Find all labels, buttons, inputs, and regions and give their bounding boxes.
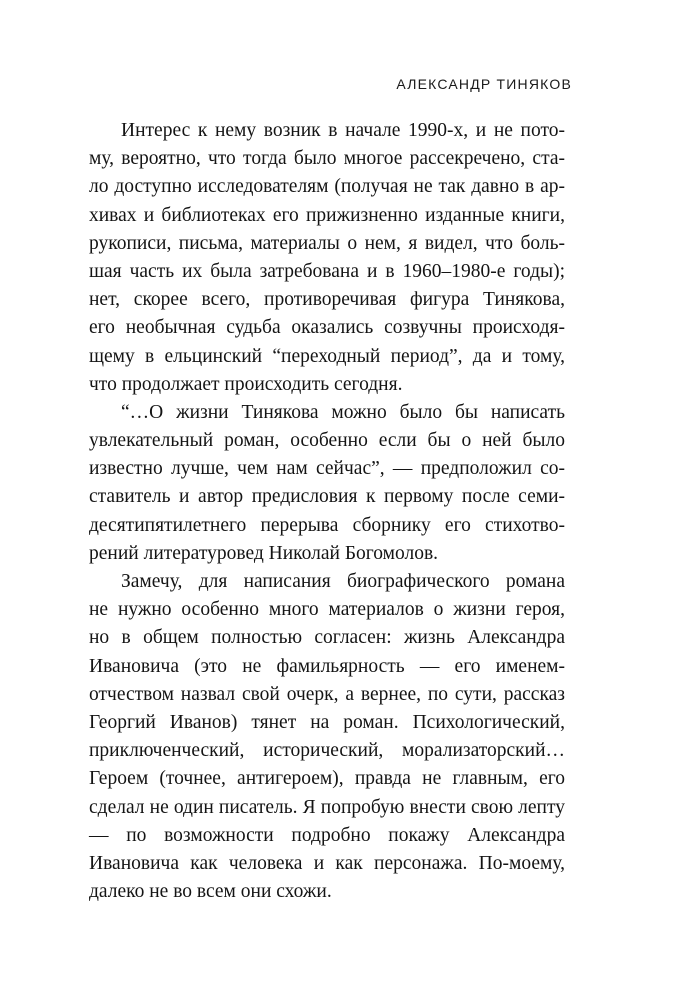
text-line: щему в ельцинский “переходный период”, да и тому,	[89, 345, 565, 367]
text-line: приключенческий, исторический, морализаторский…	[89, 740, 565, 762]
text-line: — по возможности подробно покажу Александра	[89, 824, 565, 846]
paragraph-3	[89, 568, 565, 906]
text-line: известно лучше, чем нам сейчас”, — предположил со-	[89, 458, 565, 480]
text-line: ло доступно исследователям (получая не так давно в ар-	[89, 176, 565, 198]
text-line: Героем (точнее, антигероем), правда не главным, его	[89, 768, 565, 790]
text-line: что продолжает происходить сегодня.	[89, 373, 403, 395]
text-line: его необычная судьба оказались созвучны происходя-	[89, 317, 565, 339]
text-line: сделал не один писатель. Я попробую внести свою лепту	[89, 796, 565, 818]
text-line: увлекательный роман, особенно если бы о ней было	[89, 430, 565, 452]
paragraph-2	[89, 399, 565, 568]
text-line: хивах и библиотеках его прижизненно изданные книги,	[89, 204, 565, 226]
text-line: му, вероятно, что тогда было многое рассекречено, ста-	[89, 148, 565, 170]
text-line: рений литературовед Николай Богомолов.	[89, 542, 439, 564]
text-line: ставитель и автор предисловия к первому после семи-	[89, 486, 565, 508]
text-line: “…О жизни Тинякова можно было бы написать	[121, 401, 565, 423]
text-line: далеко не во всем они схожи.	[89, 881, 332, 903]
text-line: десятипятилетнего перерыва сборнику его стихотво-	[89, 514, 565, 536]
text-line: не нужно особенно много материалов о жизни героя,	[89, 599, 565, 621]
text-line: Георгий Иванов) тянет на роман. Психологический,	[89, 711, 565, 733]
body-text	[89, 117, 565, 906]
running-head: АЛЕКСАНДР ТИНЯКОВ	[396, 76, 572, 92]
text-line: но в общем полностью согласен: жизнь Александра	[89, 627, 565, 649]
text-line: Замечу, для написания биографического романа	[121, 571, 565, 592]
text-line: отчеством назвал свой очерк, а вернее, по сути, рассказ	[89, 683, 565, 705]
text-line: Интерес к нему возник в начале 1990-х, и не пото-	[121, 120, 565, 141]
text-line: шая часть их была затребована и в 1960–1980-е годы);	[89, 260, 565, 282]
text-line: Ивановича (это не фамильярность — его именем-	[89, 655, 565, 677]
paragraph-1	[89, 117, 565, 399]
text-line: нет, скорее всего, противоречивая фигура Тинякова,	[89, 289, 565, 311]
text-line: Ивановича как человека и как персонажа. По-моему,	[89, 852, 565, 874]
text-line: рукописи, письма, материалы о нем, я видел, что боль-	[89, 232, 565, 254]
